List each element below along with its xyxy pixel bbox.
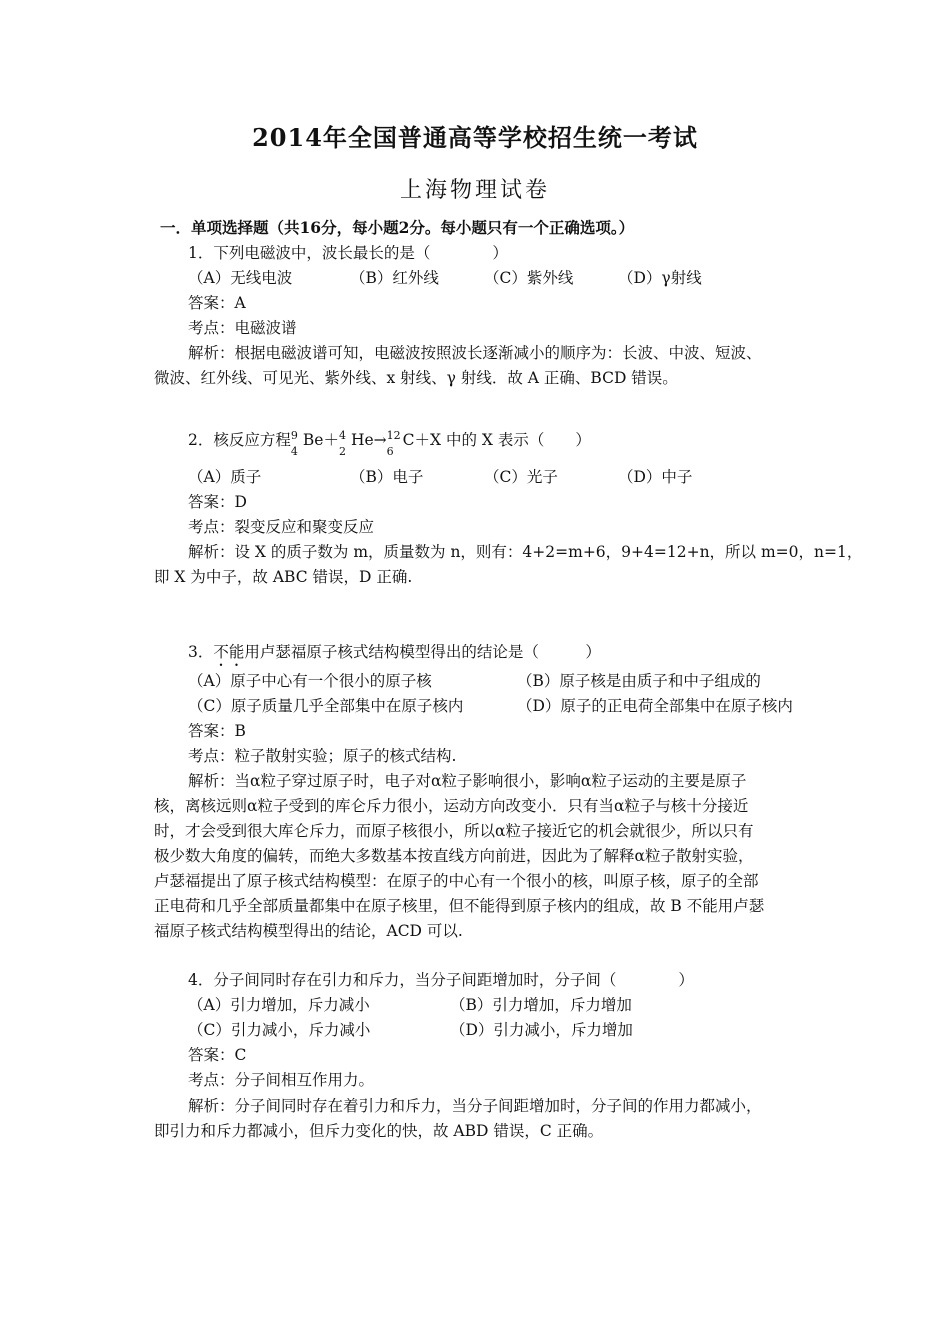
q3-analysis-line: 卢瑟福提出了原子核式结构模型：在原子的中心有一个很小的核，叫原子核，原子的全部 xyxy=(154,872,759,890)
q1-topic: 考点：电磁波谱 xyxy=(188,319,297,337)
q4-answer: 答案：C xyxy=(188,1046,247,1064)
be-mass-number: 9 xyxy=(290,429,298,442)
q2-topic: 考点：裂变反应和聚变反应 xyxy=(188,518,375,536)
q3-option-b: （B）原子核是由质子和中子组成的 xyxy=(517,672,761,690)
q4-analysis-line: 即引力和斥力都减小，但斥力变化的快，故 ABD 错误，C 正确。 xyxy=(154,1122,604,1140)
q3-analysis-line: 福原子核式结构模型得出的结论，ACD 可以. xyxy=(154,922,463,940)
he-atomic-number: 2 xyxy=(338,445,346,458)
q4-option-d: （D）引力减小，斥力增加 xyxy=(450,1021,633,1039)
q3-stem xyxy=(188,641,601,670)
page-title: 2014年全国普通高等学校招生统一考试 xyxy=(252,123,698,152)
q1-option-a: （A）无线电波 xyxy=(188,269,293,287)
q2-option-b: （B）电子 xyxy=(350,468,424,486)
he-nuclide-numbers xyxy=(338,429,351,458)
q1-analysis-line: 解析：根据电磁波谱可知，电磁波按照波长逐渐减小的顺序为：长波、中波、短波、 xyxy=(188,344,762,362)
q4-topic: 考点：分子间相互作用力。 xyxy=(188,1071,375,1089)
he-symbol: He xyxy=(350,431,374,449)
q2-stem-prefix: 2．核反应方程 xyxy=(188,431,291,449)
q3-option-a: （A）原子中心有一个很小的原子核 xyxy=(188,672,432,690)
section-heading: 一．单项选择题（共16分，每小题2分。每小题只有一个正确选项。） xyxy=(160,218,635,237)
q3-stem-rest: 用卢瑟福原子核式结构模型得出的结论是（ ） xyxy=(244,643,601,661)
q4-stem: 4．分子间同时存在引力和斥力，当分子间距增加时，分子间（ ） xyxy=(188,971,694,989)
q3-answer: 答案：B xyxy=(188,722,246,740)
q4-option-b: （B）引力增加，斥力增加 xyxy=(450,996,632,1014)
q1-option-b: （B）红外线 xyxy=(350,269,439,287)
q3-analysis-line: 正电荷和几乎全部质量都集中在原子核里，但不能得到原子核内的组成，故 B 不能用卢瑟 xyxy=(154,897,765,915)
q2-option-c: （C）光子 xyxy=(484,468,558,486)
q1-option-c: （C）紫外线 xyxy=(484,269,574,287)
be-atomic-number: 4 xyxy=(290,445,298,458)
q3-topic: 考点：粒子散射实验；原子的核式结构. xyxy=(188,747,457,765)
q1-stem: 1．下列电磁波中，波长最长的是（ ） xyxy=(188,244,508,262)
be-symbol: Be xyxy=(302,431,324,449)
c-mass-number: 12 xyxy=(386,429,401,442)
q1-analysis-line: 微波、红外线、可见光、紫外线、x 射线、γ 射线．故 A 正确、BCD 错误。 xyxy=(154,369,678,387)
q2-stem xyxy=(188,429,591,458)
q3-emphasis: 不能 xyxy=(213,643,245,661)
q2-option-a: （A）质子 xyxy=(188,468,262,486)
plus-sign: ＋ xyxy=(323,431,339,449)
q3-analysis-line: 时，才会受到很大库仑斥力，而原子核很小，所以α粒子接近它的机会就很少，所以只有 xyxy=(154,822,754,840)
q3-option-d: （D）原子的正电荷全部集中在原子核内 xyxy=(517,697,793,715)
reaction-arrow: → xyxy=(373,431,387,449)
q3-analysis-line: 核，离核远则α粒子受到的库仑斥力很小，运动方向改变小．只有当α粒子与核十分接近 xyxy=(154,797,749,815)
q1-answer: 答案：A xyxy=(188,294,246,312)
be-nuclide-numbers xyxy=(290,429,303,458)
q2-analysis-line: 解析：设 X 的质子数为 m，质量数为 n，则有：4+2=m+6，9+4=12+n，所以 m=0，n=1， xyxy=(188,543,863,561)
q2-stem-suffix: ＋X 中的 X 表示（ ） xyxy=(414,431,591,449)
q3-option-c: （C）原子质量几乎全部集中在原子核内 xyxy=(188,697,464,715)
q4-option-a: （A）引力增加，斥力减小 xyxy=(188,996,370,1014)
q2-analysis-line: 即 X 为中子，故 ABC 错误，D 正确. xyxy=(154,568,413,586)
c-nuclide-numbers xyxy=(386,429,403,458)
q3-analysis-line: 极少数大角度的偏转，而绝大多数基本按直线方向前进，因此为了解释α粒子散射实验， xyxy=(154,847,754,865)
c-symbol: C xyxy=(402,431,415,449)
c-atomic-number: 6 xyxy=(386,445,394,458)
q3-number: 3． xyxy=(188,643,214,661)
q4-option-c: （C）引力减小，斥力减小 xyxy=(188,1021,371,1039)
q4-analysis-line: 解析：分子间同时存在着引力和斥力，当分子间距增加时，分子间的作用力都减小， xyxy=(188,1097,762,1115)
q2-option-d: （D）中子 xyxy=(618,468,693,486)
q1-option-d: （D）γ射线 xyxy=(618,269,702,287)
q3-analysis-line: 解析：当α粒子穿过原子时，电子对α粒子影响很小，影响α粒子运动的主要是原子 xyxy=(188,772,747,790)
q2-answer: 答案：D xyxy=(188,493,247,511)
page-subtitle: 上海物理试卷 xyxy=(399,178,550,203)
he-mass-number: 4 xyxy=(338,429,346,442)
